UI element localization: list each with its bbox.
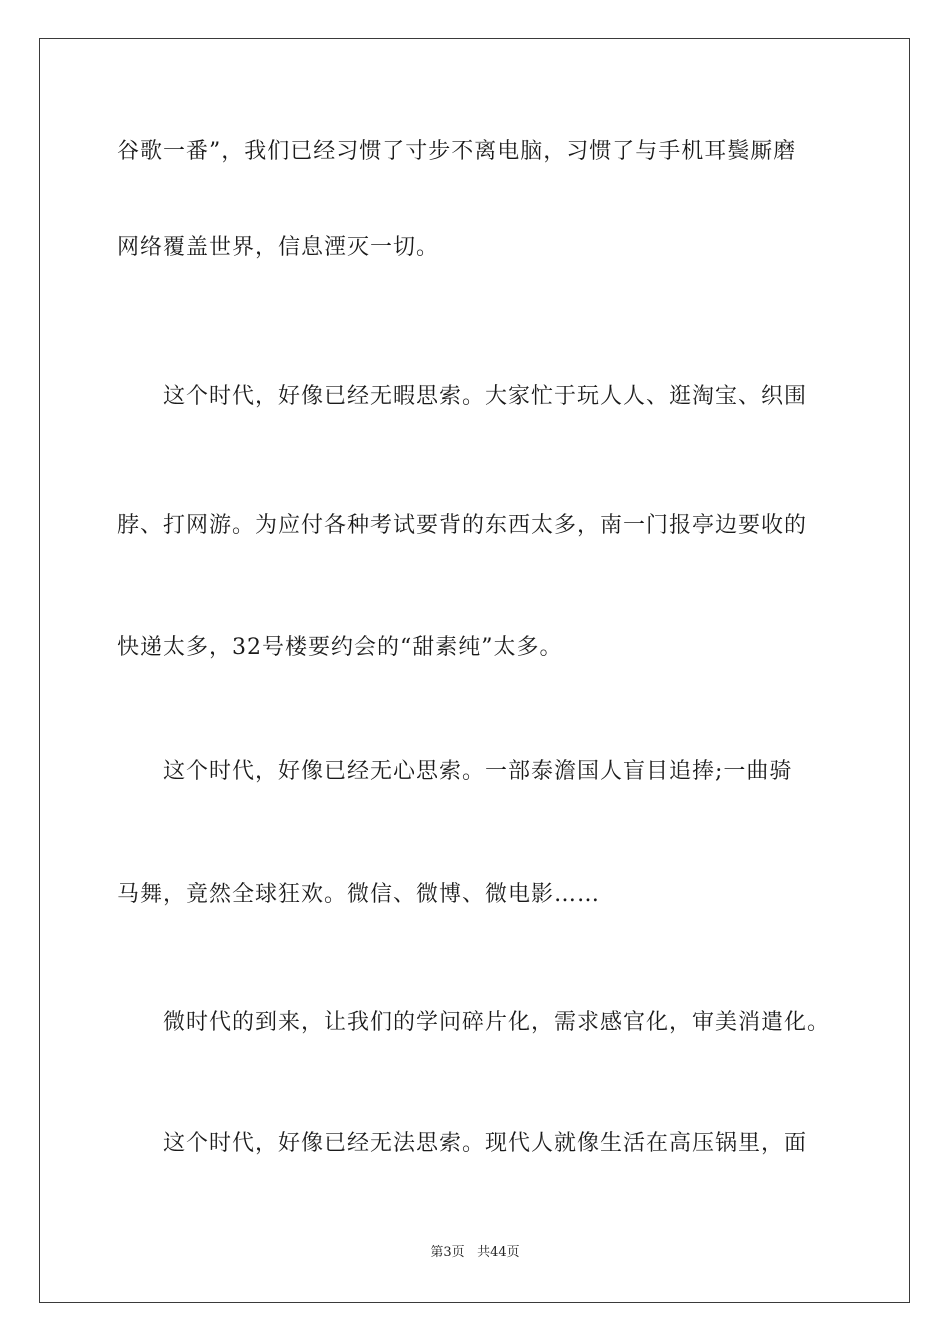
text-line-1: 谷歌一番”，我们已经习惯了寸步不离电脑，习惯了与手机耳鬓厮磨 [117,139,797,164]
text-line-2: 网络覆盖世界，信息湮灭一切。 [117,235,440,260]
text-line-8: 微时代的到来，让我们的学问碎片化，需求感官化，审美消遣化。 [163,1010,831,1035]
page-footer [0,1244,950,1262]
page-number: 第3页 [430,1245,465,1260]
page-border [39,38,910,1303]
text-line-7: 马舞，竟然全球狂欢。微信、微博、微电影…… [117,882,601,907]
text-line-6: 这个时代，好像已经无心思索。一部泰澹国人盲目追捧;一曲骑 [163,759,793,784]
text-line-3: 这个时代，好像已经无暇思索。大家忙于玩人人、逛淘宝、织围 [163,384,808,409]
page-total: 共44页 [477,1245,520,1260]
text-line-5: 快递太多，32号楼要约会的“甜素纯”太多。 [117,635,563,660]
text-line-4: 脖、打网游。为应付各种考试要背的东西太多，南一门报亭边要收的 [117,513,808,538]
text-line-9: 这个时代，好像已经无法思索。现代人就像生活在高压锅里，面 [163,1131,808,1156]
